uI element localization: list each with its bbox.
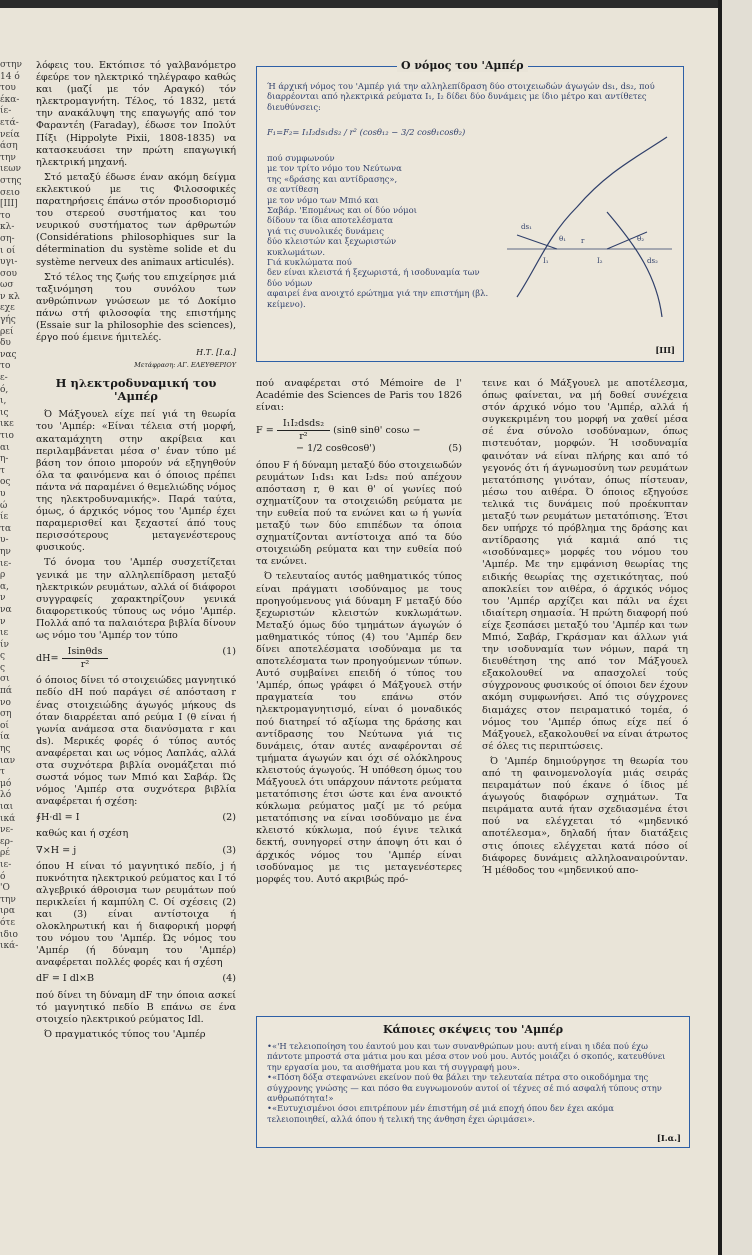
paragraph: Ό 'Αμπέρ δημιούργησε τη θεωρία του από τη φαινομενολογία μιάς σειράς πειραμάτων πού έκανε ό ίδιος μέ άγωγούς διαφόρων σχημάτων. Τα πειράματα αυτά ήταν σχεδιασμένα έτσι πού να ελέγχεται τό «μηδενικό αποτέλεσμα», δηλαδή ήταν διατάξεις στις όποιες ελέγχεται κατά πόσο οί διάφορες δυνάμεις αλληλοαναιρούνταν. Ή μέθοδος του «μηδενικού απο- xyxy=(482,755,688,876)
equation-number: (1) xyxy=(222,646,236,658)
gutter-line: 'Ο xyxy=(0,883,10,894)
gutter-line: την xyxy=(0,152,16,163)
gutter-line: τα xyxy=(0,523,12,534)
gutter-line: ς xyxy=(0,651,6,662)
translator-credit: Μετάφραση: ΑΓ. ΕΛΕΥΘΕΡΙΟΥ xyxy=(134,361,236,370)
figure-reference: [III] xyxy=(655,344,675,355)
gutter-line: την xyxy=(0,894,16,905)
gutter-line: οί xyxy=(0,720,9,731)
paragraph: πού αναφέρεται στό Mémoire de l' Académie des Sciences de Paris του 1826 είναι: xyxy=(256,378,462,414)
numerator: I₁I₂dsds₂ xyxy=(277,418,330,431)
gutter-line: ιρα xyxy=(0,906,15,917)
gutter-line: ωσ xyxy=(0,280,14,291)
gutter-line: αι xyxy=(0,442,10,453)
gutter-line: ότε xyxy=(0,917,16,928)
gutter-line: ι, xyxy=(0,396,7,407)
box-text-line: δίδουν τα ίδια αποτελέσματα xyxy=(267,215,394,226)
numerator: Isinθds xyxy=(62,646,109,659)
wire-curve xyxy=(517,137,667,297)
gutter-line: τιο xyxy=(0,431,14,441)
gutter-line: ιε- xyxy=(0,558,12,569)
section-heading: Η ηλεκτροδυναμική του 'Αμπέρ xyxy=(55,376,217,404)
gutter-line: κλ- xyxy=(0,222,15,233)
paragraph: ό όποιος δίνει τό στοιχειώδες μαγνητικό πεδίο dH πού παράγει σέ απόσταση r ένας στοιχειώδης άγωγός μήκους ds όταν διαρρέεται από ρεύμα I (θ είναι ή γωνία ανάμεσα στα διανύσματα r και ds). Μερικές φορές ό τύπος αυτός αναφέρεται και ως νόμος Λαπλάς, αλλά στα συχνότερα βιβλία ονομάζεται πιό σωστά νόμος των Μπιό και Σαβάρ. Ώς νόμος 'Αμπέρ στα συχνότερα βιβλία αναφέρεται ή σχέση: xyxy=(36,675,236,808)
gutter-line: ό, xyxy=(0,384,9,395)
gutter-line: μό xyxy=(0,778,12,789)
quote-list xyxy=(267,1041,677,1124)
gutter-line: ώ xyxy=(0,500,8,511)
gutter-line: ίε xyxy=(0,512,9,523)
equation-lhs: F = xyxy=(256,425,274,437)
label-theta1: θ₁ xyxy=(559,235,567,243)
gutter-line: νας xyxy=(0,349,17,360)
fraction xyxy=(277,418,330,443)
gutter-line: ρέ xyxy=(0,848,10,859)
box-text-line: με τον τρίτο νόμο του Νεύτωνα xyxy=(267,163,402,174)
label-r: r xyxy=(581,237,585,245)
box-formula: F₁=F₂= I₁I₂ds₁ds₂ / r² (cosθ₁₂ − 3/2 cosθ₁cosθ₂) xyxy=(267,127,466,137)
gutter-line: ην xyxy=(0,546,11,557)
gutter-line: ε- xyxy=(0,373,8,384)
paragraph: καθώς και ή σχέση xyxy=(36,828,129,840)
denominator: r² xyxy=(299,431,308,443)
sidebar-box-ampere-thoughts xyxy=(256,1016,690,1148)
equation-body: ∇×H = j xyxy=(36,844,77,856)
gutter-line: να xyxy=(0,604,12,615)
gutter-line: α, xyxy=(0,581,9,592)
gutter-line: ίε- xyxy=(0,106,12,117)
gutter-line: του xyxy=(0,83,16,94)
column-right xyxy=(482,378,688,880)
gutter-line: νεία xyxy=(0,129,20,140)
gutter-line: ρ xyxy=(0,570,6,581)
paragraph: πού δίνει τη δύναμη dF την όποια ασκεί τό μαγνητικό πεδίο B επάνω σε ένα στοιχείο ηλεκτρικού ρεύματος Idl. xyxy=(36,989,236,1025)
gutter-line: στης xyxy=(0,175,22,186)
equation-4 xyxy=(36,973,236,985)
gutter-line: σι xyxy=(0,674,10,685)
gutter-line: ίν xyxy=(0,639,9,650)
gutter-line: λό xyxy=(0,790,12,801)
paragraph: Ό πραγματικός τύπος του 'Αμπέρ xyxy=(44,1028,206,1040)
gutter-line: ρεί xyxy=(0,326,14,337)
gutter-line: ία xyxy=(0,732,10,743)
gutter-line: ση xyxy=(0,709,12,720)
column-left xyxy=(36,60,236,1044)
gutter-line: εχε xyxy=(0,303,15,314)
box-text-lines xyxy=(267,153,497,309)
facing-page-fragment xyxy=(0,60,30,1200)
equation-3 xyxy=(36,845,236,857)
label-theta2: θ₂ xyxy=(637,235,645,243)
paragraph: τεινε και ό Μάξγουελ με αποτέλεσμα, όπως φαίνεται, να μή δοθεί συνέχεια στόν άρχικό νόμο του 'Αμπέρ, αλλά ή συγκεκριμένη του μορφή να χαθεί μέσα σέ ένα σύνολο ισοδύναμων, όπως πιστευόταν, μορφών. Ή ισοδυναμία φαινόταν νά είναι πλήρης και από τό γεγονός ότι ή άγνωμοσύνη των ρευμάτων μετατόπισης γινόταν, όπως πίστευαν, μέσω του αιθέρα. Ό όποιος εξηγούσε τελικά τις δυνάμεις πού προέκυπταν μεταξύ των ρευμάτων μετατόπισης. Έτσι δεν υπήρχε τό πρόβλημα της δράσης και αντίδρασης γιά καμιά από τις «ισοδύναμες» μορφές του νόμου του 'Αμπέρ. Με την εμφάνιση θεωρίας της ειδικής θεωρίας της σχετικότητας, πού αποκλείει τον αιθέρα, ό άρχικός νόμος του 'Αμπέρ αρχίζει και πάλι να έχει ιδιαίτερη σημασία. Ή πρώτη διαφορή πού είχε ξεσπάσει μεταξύ του 'Αμπέρ και των Μπιό, Σαβάρ, Γκράσμαν και άλλων γιά την ισοδυναμία των νόμων, παρά τη διευθέτηση της από τον Μάξγουελ εξακολουθεί να απασχολεί τούς σύγχρονους φυσικούς οί όποιοι δεν έχουν ακόμη συμφωνήσει. Από τις σύγχρονες διαμάχες στον πειραματικό τομέα, ό νόμος του 'Αμπέρ όπως είχε πεί ό Μάξγουελ, εξακολουθεί να είναι άτρωτος σέ όλες τις περιπτώσεις. xyxy=(482,378,688,752)
gutter-line: δυ xyxy=(0,338,11,349)
current-element-1 xyxy=(517,235,557,249)
gutter-line: ιεων xyxy=(0,164,22,175)
gutter-line: ιδιο xyxy=(0,929,18,940)
equation-number: (5) xyxy=(448,443,462,455)
label-i1: I₁ xyxy=(543,257,549,265)
paragraph: Ό Μάξγουελ είχε πεί γιά τη θεωρία του 'Αμπέρ: «Είναι τέλεια στή μορφή, ακαταμάχητη στην ακρίβεια και περιλαμβάνεται μέσα σ' έναν τύπο μέ βάση τον όποιο μπορούν νά εξηγηθούν όλα τα φαινόμενα και ό όποιος πρέπει πάντα νά παραμένει ό θεμελιώδης νόμος της ηλεκτροδυναμικής». Παρά ταύτα, όμως, ό άρχικός νόμος του 'Αμπέρ έχει παραμερισθεί και ξεχαστεί άπό τους περισσότερους μεταγενέστερους φυσικούς. xyxy=(36,409,236,554)
gutter-line: σου xyxy=(0,268,18,279)
gutter-line: ν xyxy=(0,616,6,627)
equation-2 xyxy=(36,812,236,824)
equation-body: dF = I dl×B xyxy=(36,973,95,985)
paragraph: όπου H είναι τό μαγνητικό πεδίο, j ή πυκνότητα ηλεκτρικού ρεύματος και I τό αλγεβρικό άθροισμα των ρευμάτων πού περικλείει ή καμπύλη C. Οί σχέσεις (2) και (3) είναι αντίστοιχα ή ολοκληρωτική και ή διαφορική μορφή του νόμου του 'Αμπέρ. Ώς νόμος του 'Αμπέρ (ή δύναμη του 'Αμπέρ) αναφέρεται πολλές φορές και ή σχέση xyxy=(36,860,236,969)
gutter-line: ος xyxy=(0,477,11,488)
gutter-line: ιε- xyxy=(0,859,12,870)
gutter-line: ερ- xyxy=(0,836,13,847)
gutter-line: ις xyxy=(0,407,9,418)
gutter-line: ιαι xyxy=(0,802,14,812)
column-middle xyxy=(256,378,462,889)
gutter-line: νο xyxy=(0,697,11,708)
box-text-line: αφαιρεί ένα ανοιχτό ερώτημα γιά την επιστήμη (βλ. κείμενο). xyxy=(267,288,489,309)
gutter-line: ό xyxy=(0,871,6,882)
paragraph: Ό τελευταίος αυτός μαθηματικός τύπος είναι πράγματι ισοδύναμος με τους προηγούμενους γιά δύναμη F μεταξύ δύο ξεχωριστών κλειστών κυκλωμάτων. Μεταξύ όμως δύο τμημάτων άγωγών ό μαθηματικός τύπος (4) του 'Αμπέρ δεν δίνει αποτελέσματα ισοδύναμα με τα αποτελέσματα των προηγούμενων τύπων. Αυτό συμβαίνει επειδή ό τύπος του 'Αμπέρ, όπως γράφει ό Μάξγουελ στήν πραγματεία του επάνω στόν ηλεκτρομαγνητισμό, είναι ό μοναδικός πού διατηρεί τό αξίωμα της δράσης και αντίδρασης του Νεύτωνα γιά τις δυνάμεις, όταν αυτές αναφέρονται σέ τμήματα άγωγών και όχι σέ ολόκληρους κλειστούς άγωγούς. Ή υπόθεση όμως του Μάξγουελ ότι υπάρχουν πάντοτε ρεύματα μετατόπισης έτσι ώστε και ένα ανοικτό κύκλωμα ρεύματος μαζί με τό ρεύμα μετατόπισης να είναι ισοδύναμο με ένα κλειστό κύκλωμα, πού έγινε τελικά δεκτή, συνηγορεί στην άποψη ότι και ό άρχικός νόμος του 'Αμπέρ είναι ισοδύναμος με τις μεταγενέστερες μορφές του. Αυτό ακριβώς πρό- xyxy=(256,571,462,885)
equation-number: (4) xyxy=(222,973,236,985)
gutter-line: ση- xyxy=(0,233,15,244)
paragraph: όπου F ή δύναμη μεταξύ δύο στοιχειωδών ρευμάτων I₁ds₁ και I₂ds₂ πού απέχουν απόσταση r, θ και θ' οί γωνίες πού σχηματίζουν τα στοιχειώδη ρεύματα με την ευθεία πού τα ενώνει και ω ή γωνία μεταξύ των δύο επιπέδων τα όποια σχηματίζονται αντίστοιχα από τα δύο στοιχειώδη ρεύματα και την ευθεία πού τα ενώνει. xyxy=(256,459,462,568)
label-ds1: ds₁ xyxy=(521,223,532,231)
gutter-line: άση xyxy=(0,141,18,152)
box-intro: Ή άρχική νόμος του 'Αμπέρ γιά την αλληλεπίδραση δύο στοιχειωδών άγωγών ds₁, ds₂, πού διαρρέονται από ηλεκτρικά ρεύματα I₁, I₂ δίδει δύο δυνάμεις με ίδιο μέτρο και αντίθετες διευθύνσεις: xyxy=(267,81,655,112)
gutter-line: ς xyxy=(0,662,6,673)
gutter-line: τ xyxy=(0,767,5,778)
equation-number: (2) xyxy=(222,812,236,824)
box-text-line: δύο κλειστών και ξεχωριστών xyxy=(267,236,397,247)
gutter-line: ικά xyxy=(0,813,16,824)
equation-body: ∮H·dl = I xyxy=(36,812,80,824)
box-signature: [Ι.α.] xyxy=(656,1132,681,1143)
gutter-line: ν xyxy=(0,593,6,604)
gutter-line: υ xyxy=(0,488,6,499)
fraction xyxy=(62,646,109,671)
label-i2: I₂ xyxy=(597,257,603,265)
quote-item: •«Πόση δόξα στεφανώνει εκείνον πού θα βάλει την τελευταία πέτρα στο οικοδόμημα της σύγχρονης γνώσης — και πόσο θα ευγνωμονούν αυτοί οί τέχνες σέ πιό ασφαλή τύπους στην ανθρωπότητα!» xyxy=(267,1072,662,1104)
paragraph: Τό όνομα του 'Αμπέρ συσχετίζεται γενικά με την αλληλεπίδραση μεταξύ ηλεκτρικών ρευμάτων, αλλά οί διάφοροι συγγραφείς χαρακτηρίζουν γενικά διαφορετικούς τύπους ως νόμο 'Αμπέρ. Πολλά από τα παλαιότερα βιβλία δίνουν ως νόμο του 'Αμπέρ τον τύπο xyxy=(36,557,236,642)
equation-lhs: dH= xyxy=(36,653,59,665)
box-title: Ο νόμος του 'Αμπέρ xyxy=(397,59,528,72)
paragraph: Στό τέλος της ζωής του επιχείρησε μιά ταξινόμηση του συνόλου των ανθρώπινων γνώσεων με τό Δοκίμιο πάνω στή φιλοσοφία της επιστήμης (Essaie sur la philosophie des sciences), έργο πού έμεινε ήμιτελές. xyxy=(36,271,236,344)
gutter-line: ης xyxy=(0,744,11,755)
gutter-line: ετά- xyxy=(0,117,19,128)
gutter-line: έκα- xyxy=(0,94,20,105)
paragraph: λόφεις του. Εκτόπισε τό γαλβανόμετρο έφεύρε τον ηλεκτρικό τηλέγραφο καθώς και (μαζί με τόν Αραγκό) τόν ηλεκτρομαγνήτη. Τέλος, τό 1832, μετά την ανακάλυψη της επαγωγής από τον Φαραντέη (Faraday), έδωσε τον Ιπολύτ Πίξι (Hippolyte Pixii, 1808-1835) να κατασκευάσει την πρώτη επαγωγική ηλεκτρική μηχανή. xyxy=(36,60,236,168)
paragraph: Στό μεταξύ έδωσε έναν ακόμη δείγμα εκλεκτικού με τις Φιλοσοφικές παρατηρήσεις έπάνω στόν προσδιορισμό του στερεού συστήματος και του νευρικού συστήματος των άρθρωτών (Considérations philosophiques sur la détermination du système solide et du système nerveux des animaux articulés). xyxy=(36,171,236,268)
gutter-line: [III] xyxy=(0,199,18,210)
box-text-line: κυκλωμάτων. xyxy=(267,246,326,257)
gutter-line: νε- xyxy=(0,825,14,836)
equation-body: (sinθ sinθ' cosω − xyxy=(333,425,421,437)
ampere-diagram xyxy=(497,117,677,317)
gutter-line: γής xyxy=(0,315,16,326)
next-page-edge xyxy=(722,0,752,1255)
gutter-line: υ- xyxy=(0,535,9,546)
gutter-line: ιαν xyxy=(0,755,16,766)
box-text-line: δεν είναι κλειστά ή ξεχωριστά, ή ισοδυναμία των δύο νόμων xyxy=(267,267,480,288)
gutter-line: τ xyxy=(0,465,5,476)
box-text-line: γιά τις συνολικές δυνάμεις xyxy=(267,225,384,236)
box-text-line: πού συμφωνούν xyxy=(267,153,335,163)
gutter-line: ι οί xyxy=(0,245,16,256)
box-text-line: της «δράσης και αντίδρασης», xyxy=(267,173,398,184)
quote-item: •«Ευτυχισμένοι όσοι επιτρέπουν μέν έπιστήμη σέ μιά εποχή όπου δεν έχει ακόμα τελειοποιηθεί, αλλά όπου ή τελική της άνθηση έχει ώριμάσει». xyxy=(267,1103,614,1124)
box-text-line: με τον νόμο των Μπιό και xyxy=(267,194,379,205)
equation-number: (3) xyxy=(222,844,236,856)
gutter-line: υγι- xyxy=(0,257,18,268)
box-text-line: Γιά κυκλώματα πού xyxy=(267,257,352,268)
quote-item: •«'Η τελειοποίηση του έαυτού μου και των συνανθρώπων μου: αυτή είναι η ιδέα πού έχω πάντοτε μπροστά στα μάτια μου και μέσα στον νού μου. Αυτός μοιάζει ό σκοπός, κατευθύνει την εργασία μου, τα αισθήματα μου και τή συγγραφή μου». xyxy=(267,1041,666,1072)
gutter-line: στην xyxy=(0,60,22,70)
gutter-line: η- xyxy=(0,454,9,465)
gutter-line: το xyxy=(0,361,11,372)
equation-1 xyxy=(36,646,236,671)
box-text-line: σε αντίθεση xyxy=(267,184,319,195)
denominator: r² xyxy=(80,659,90,671)
gutter-line: 14 ό xyxy=(0,71,20,82)
equation-5 xyxy=(256,418,462,455)
gutter-line: ικά- xyxy=(0,941,19,952)
label-ds2: ds₂ xyxy=(647,257,658,265)
gutter-line: σειο xyxy=(0,187,20,198)
gutter-line: το xyxy=(0,210,11,221)
box-text-line: Σαβάρ. 'Επομένως και οί δύο νόμοι xyxy=(267,205,417,216)
gutter-line: πά xyxy=(0,686,12,697)
gutter-line: ικε xyxy=(0,419,14,430)
sidebar-box-ampere-law xyxy=(256,59,684,362)
equation-body: − 1/2 cosθcosθ') xyxy=(296,443,376,455)
gutter-line: ιε xyxy=(0,628,9,639)
box-title: Κάποιες σκέψεις του 'Αμπέρ xyxy=(382,1023,564,1036)
author-signature: Η.Τ. [Ι.α.] xyxy=(196,348,236,358)
gutter-line: ν κλ xyxy=(0,291,20,302)
